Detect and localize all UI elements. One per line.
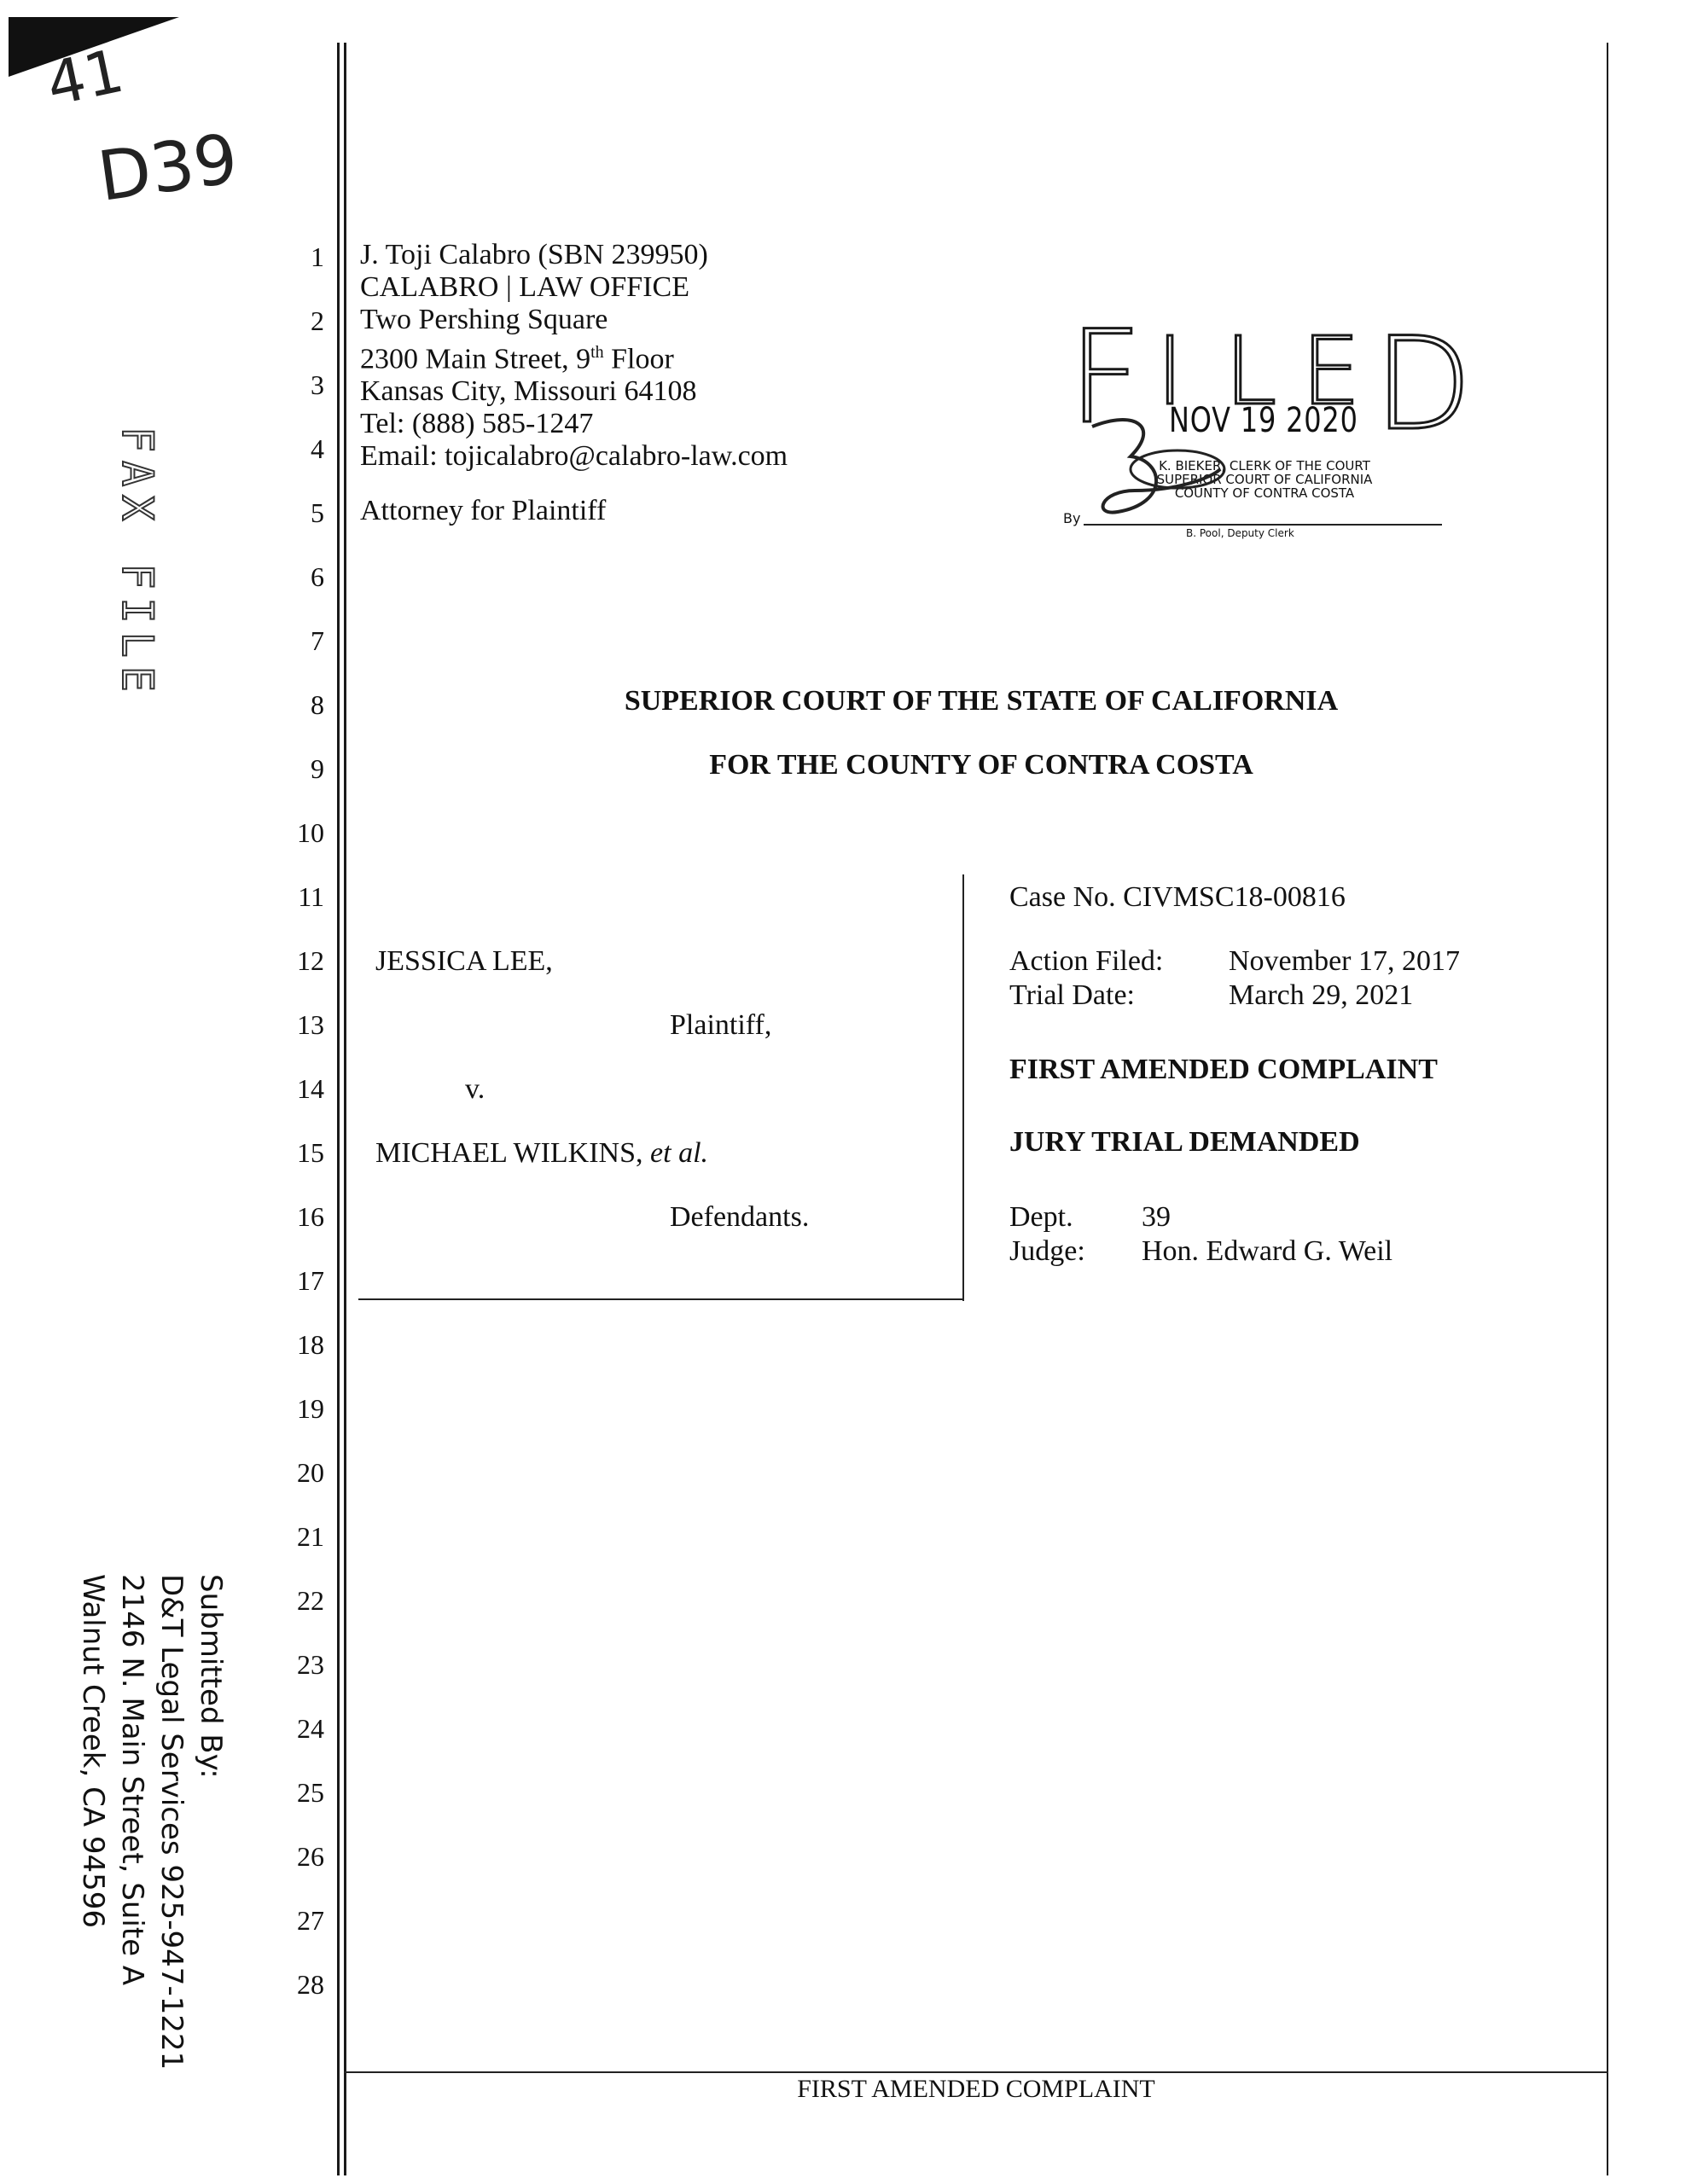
line-number: 11: [298, 881, 324, 912]
line-number: 28: [297, 1969, 324, 2000]
line-number: 5: [311, 497, 324, 528]
filed-stamp-deputy: B. Pool, Deputy Clerk: [1186, 527, 1294, 539]
line-number: 18: [297, 1329, 324, 1360]
trial-date-value: March 29, 2021: [1229, 979, 1414, 1011]
line-number: 22: [297, 1585, 324, 1616]
submitted-by-line1: Submitted By:: [194, 1574, 228, 1779]
line-number: 7: [311, 625, 324, 656]
line-number: 9: [311, 753, 324, 784]
line-number: 21: [297, 1521, 324, 1552]
line-number: 27: [297, 1905, 324, 1936]
submitted-by-block: [73, 1574, 230, 2070]
attorney-email: Email: tojicalabro@calabro-law.com: [360, 440, 788, 473]
filed-stamp-letter: D: [1374, 311, 1473, 459]
filed-stamp-letter: F: [1068, 304, 1142, 452]
filed-stamp-clerk-line3: COUNTY OF CONTRA COSTA: [1174, 485, 1355, 501]
versus-label: v.: [465, 1073, 485, 1105]
line-number: 15: [297, 1137, 324, 1168]
line-number: 16: [297, 1201, 324, 1232]
line-number: 2: [311, 305, 324, 336]
line-number: 4: [311, 433, 324, 464]
plaintiff-role: Plaintiff,: [670, 1009, 772, 1041]
filed-stamp-letter: I: [1156, 317, 1184, 426]
line-number: 23: [297, 1649, 324, 1680]
filed-stamp-letter: E: [1301, 317, 1361, 426]
line-number: 10: [297, 817, 324, 848]
attorney-address-1: Two Pershing Square: [360, 304, 608, 335]
line-number: 17: [297, 1265, 324, 1296]
jury-demand: JURY TRIAL DEMANDED: [1009, 1126, 1360, 1158]
attorney-firm: CALABRO | LAW OFFICE: [360, 271, 689, 303]
left-margin-rule-outer: [337, 43, 340, 2175]
filed-stamp: [1058, 304, 1473, 555]
line-number: 19: [297, 1393, 324, 1424]
attorney-address-2: 2300 Main Street, 9th Floor: [360, 343, 674, 375]
attorney-city: Kansas City, Missouri 64108: [360, 375, 697, 408]
handwritten-corner-mark: 41: [40, 35, 130, 120]
fax-file-stamp: FAX FILE: [113, 427, 162, 700]
court-heading-line1: SUPERIOR COURT OF THE STATE OF CALIFORNIA: [624, 685, 1339, 717]
court-heading-line2: FOR THE COUNTY OF CONTRA COSTA: [709, 749, 1253, 781]
line-number: 13: [297, 1009, 324, 1040]
line-number: 26: [297, 1841, 324, 1872]
filed-stamp-clerk-line2: SUPERIOR COURT OF CALIFORNIA: [1156, 472, 1373, 487]
judge-label: Judge:: [1009, 1235, 1085, 1267]
plaintiff-name: JESSICA LEE,: [375, 945, 553, 977]
attorney-tel: Tel: (888) 585-1247: [360, 408, 594, 440]
document-title: FIRST AMENDED COMPLAINT: [1009, 1054, 1438, 1085]
line-number: 1: [311, 241, 324, 272]
attorney-name: J. Toji Calabro (SBN 239950): [360, 239, 708, 270]
dept-value: 39: [1142, 1201, 1171, 1233]
defendant-name: MICHAEL WILKINS, et al.: [375, 1137, 709, 1169]
footer-rule: [344, 2071, 1608, 2073]
submitted-by-line3: 2146 N. Main Street, Suite A: [115, 1574, 149, 1986]
submitted-by-line4: Walnut Creek, CA 94596: [76, 1574, 110, 1929]
line-number: 14: [297, 1073, 324, 1104]
filed-stamp-by: By: [1063, 510, 1081, 526]
caption-divider-vertical: [962, 874, 964, 1301]
dept-label: Dept.: [1009, 1201, 1073, 1233]
clerk-signature-scrawl: [1084, 410, 1229, 529]
line-number: 20: [297, 1457, 324, 1488]
line-number: 12: [297, 945, 324, 976]
submitted-by-line2: D&T Legal Services 925-947-1221: [154, 1574, 189, 2071]
filed-stamp-letter: L: [1224, 317, 1277, 426]
right-margin-rule: [1607, 43, 1608, 2175]
line-number: 6: [311, 561, 324, 592]
line-number: 25: [297, 1777, 324, 1808]
filed-stamp-date: NOV 19 2020: [1169, 401, 1358, 440]
line-number: 3: [311, 369, 324, 400]
line-number: 8: [311, 689, 324, 720]
action-filed-label: Action Filed:: [1009, 945, 1164, 977]
line-number: 24: [297, 1713, 324, 1744]
action-filed-value: November 17, 2017: [1229, 945, 1461, 977]
defendant-role: Defendants.: [670, 1201, 810, 1233]
attorney-role: Attorney for Plaintiff: [360, 495, 607, 526]
filed-stamp-clerk-line1: K. BIEKER, CLERK OF THE COURT: [1159, 458, 1370, 473]
trial-date-label: Trial Date:: [1009, 979, 1136, 1011]
case-number: Case No. CIVMSC18-00816: [1009, 881, 1346, 913]
footer-title: FIRST AMENDED COMPLAINT: [797, 2075, 1155, 2103]
caption-divider-horizontal: [358, 1298, 964, 1300]
judge-value: Hon. Edward G. Weil: [1142, 1235, 1393, 1267]
left-margin-rule-inner: [344, 43, 346, 2175]
handwritten-dept-number: D39: [93, 119, 243, 217]
attorney-block: [360, 239, 1043, 473]
